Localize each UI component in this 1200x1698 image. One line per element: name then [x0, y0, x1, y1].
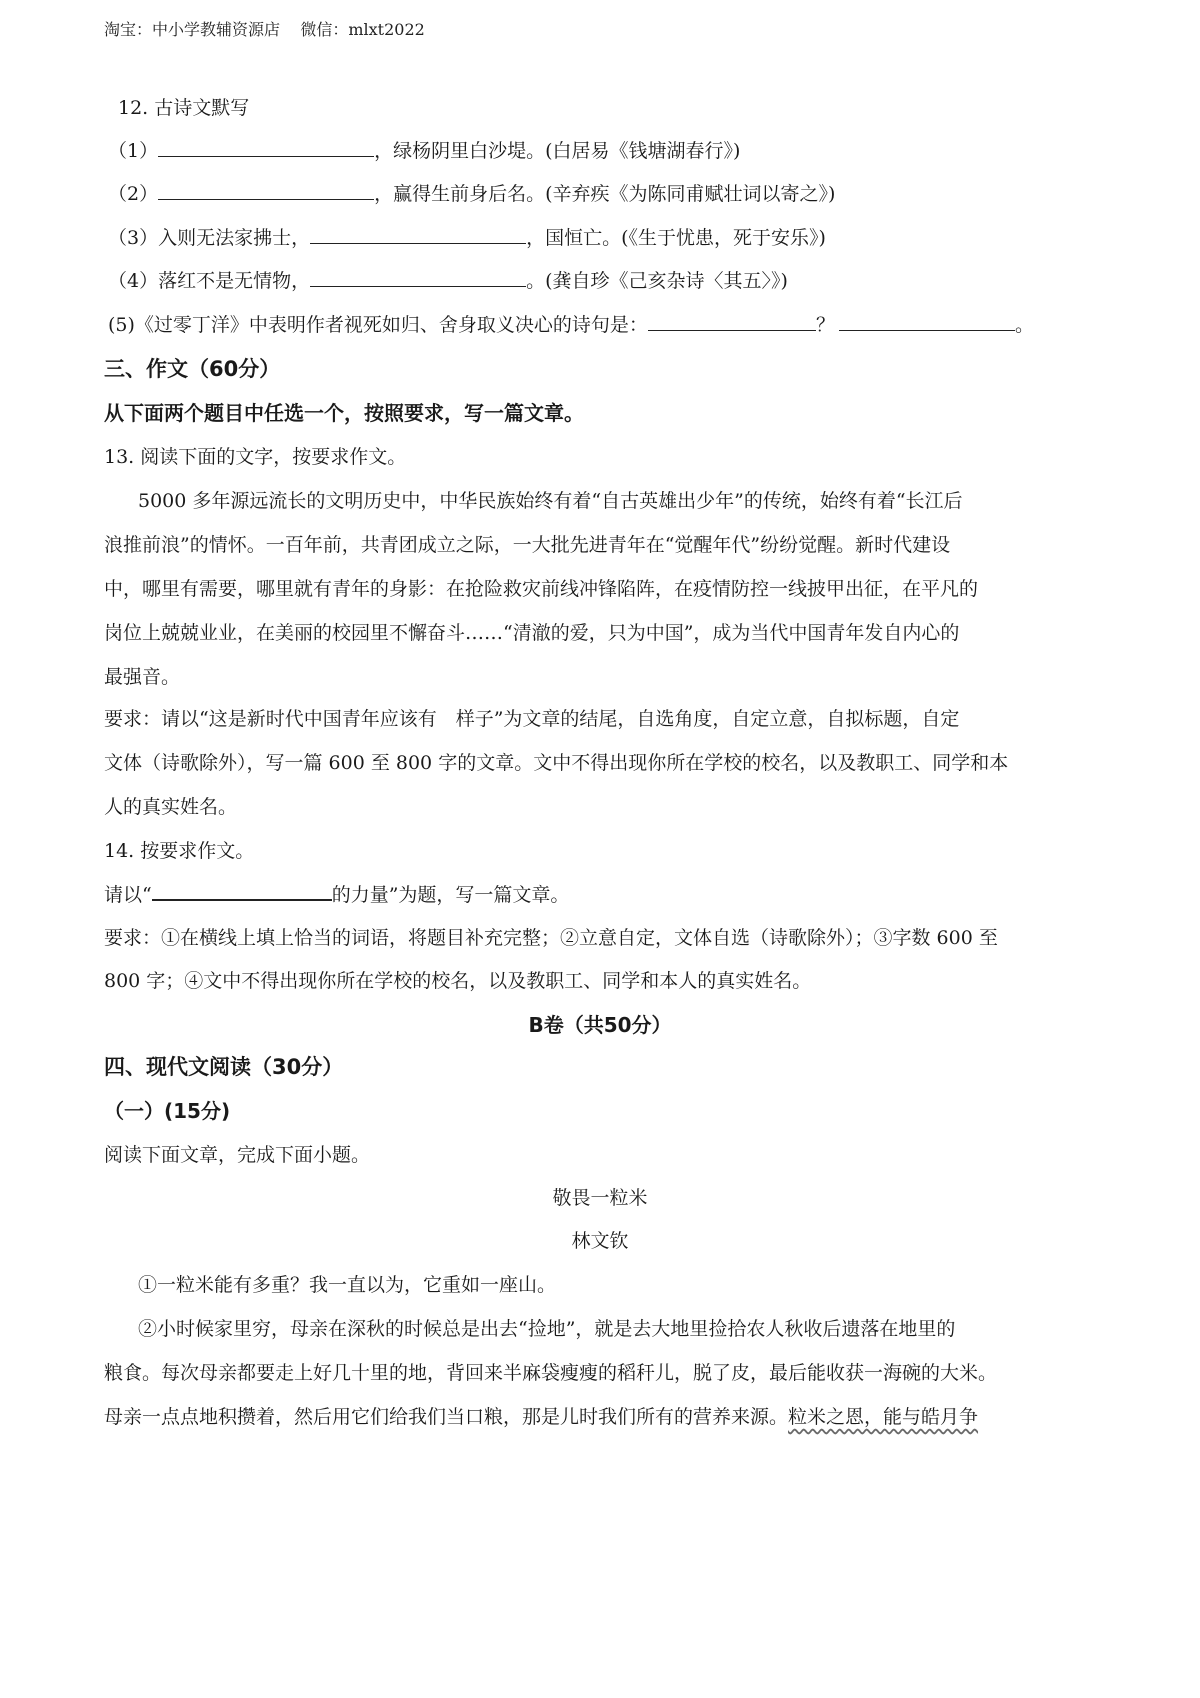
title-fill-blank[interactable] [152, 881, 332, 901]
section-3-instruction: 从下面两个题目中任选一个，按照要求，写一篇文章。 [104, 401, 584, 425]
fill-blank[interactable] [648, 312, 816, 331]
page-header [104, 17, 425, 43]
q13-para-line-4: 岗位上兢兢业业，在美丽的校园里不懈奋斗……“清澈的爱，只为中国”，成为当代中国青年发自内心的 [104, 622, 960, 644]
article-para-1: ①一粒米能有多重？我一直以为，它重如一座山。 [138, 1274, 557, 1296]
q12-item-1-after: ，绿杨阴里白沙堤。(白居易《钱塘湖春行》) [374, 140, 741, 162]
q14-prompt-before: 请以“ [104, 884, 152, 906]
q14-title: 14. 按要求作文。 [104, 840, 255, 862]
q12-item-2-after: ，赢得生前身后名。(辛弃疾《为陈同甫赋壮词以寄之》) [374, 183, 836, 205]
article-para-2-line-1: ②小时候家里穷，母亲在深秋的时候总是出去“捡地”，就是去大地里捡拾农人秋收后遗落在地里的 [138, 1318, 956, 1340]
q12-item-3-no: （3） [108, 227, 159, 249]
section-4-sub: （一）(15分) [104, 1099, 231, 1123]
q14-prompt [104, 881, 569, 908]
q13-req-line-2: 文体（诗歌除外），写一篇 600 至 800 字的文章。文中不得出现你所在学校的校名，以及教职工、同学和本 [104, 752, 1009, 774]
q12-title: 12. 古诗文默写 [118, 97, 250, 119]
section-4-instruction: 阅读下面文章，完成下面小题。 [104, 1144, 371, 1166]
article-para-2-line-3 [104, 1404, 978, 1430]
article-author: 林文钦 [571, 1230, 629, 1252]
q12-item-5-mid: ？ [815, 314, 835, 336]
q12-item-1-no: （1） [108, 140, 159, 162]
section-3-title: 三、作文（60分） [104, 357, 281, 381]
q12-item-3-before: 入则无法家拂士， [158, 227, 311, 249]
q12-item-5-after: 。 [1014, 314, 1034, 336]
q12-item-5-before: 《过零丁洋》中表明作者视死如归、舍身取义决心的诗句是： [134, 314, 648, 336]
article-title: 敬畏一粒米 [552, 1187, 648, 1209]
q13-para-line-5: 最强音。 [104, 666, 181, 688]
q12-item-1 [108, 138, 740, 164]
q14-prompt-after: 的力量”为题，写一篇文章。 [331, 884, 570, 906]
fill-blank[interactable] [158, 138, 374, 157]
fill-blank[interactable] [158, 181, 374, 200]
article-para-2-line-2: 粮食。每次母亲都要走上好几十里的地，背回来半麻袋瘦瘦的稻秆儿，脱了皮，最后能收获一海碗的大米。 [104, 1362, 998, 1384]
q13-para-line-3: 中，哪里有需要，哪里就有青年的身影：在抢险救灾前线冲锋陷阵，在疫情防控一线披甲出征，在平凡的 [104, 578, 979, 600]
q14-req-line-1: 要求：①在横线上填上恰当的词语，将题目补充完整；②立意自定，文体自选（诗歌除外）；③字数 600 至 [104, 927, 998, 949]
q12-item-2-no: （2） [108, 183, 159, 205]
q12-item-2 [108, 181, 835, 207]
q12-item-3 [108, 225, 826, 251]
article-para-2-line-3-text: 母亲一点点地积攒着，然后用它们给我们当口粮，那是儿时我们所有的营养来源。 [104, 1406, 789, 1428]
q13-req-line-3: 人的真实姓名。 [104, 796, 238, 818]
part-b-title: B卷（共50分） [528, 1013, 672, 1037]
header-wechat: 微信：mlxt2022 [300, 20, 425, 39]
q12-item-4-no: （4） [108, 270, 159, 292]
q12-item-5-no: (5) [108, 314, 135, 336]
fill-blank[interactable] [839, 312, 1015, 331]
q13-para-line-2: 浪推前浪”的情怀。一百年前，共青团成立之际，一大批先进青年在“觉醒年代”纷纷觉醒。新时代建设 [104, 534, 951, 556]
q12-item-3-after: ，国恒亡。(《生于忧患，死于安乐》) [526, 227, 826, 249]
fill-blank[interactable] [310, 268, 526, 287]
section-4-title: 四、现代文阅读（30分） [104, 1055, 344, 1079]
q13-para-line-1: 5000 多年源远流长的文明历史中，中华民族始终有着“自古英雄出少年”的传统，始终有着“长江后 [138, 490, 963, 512]
header-shop: 淘宝：中小学教辅资源店 [104, 20, 281, 39]
fill-blank[interactable] [310, 225, 526, 244]
q12-item-4 [108, 268, 788, 294]
wavy-underlined-phrase: 粒米之恩，能与皓月争 [788, 1406, 979, 1428]
q12-item-5 [108, 312, 1034, 338]
q12-item-4-before: 落红不是无情物， [158, 270, 311, 292]
q13-req-line-1: 要求：请以“这是新时代中国青年应该有 样子”为文章的结尾，自选角度，自定立意，自拟标题，自定 [104, 708, 960, 730]
q12-item-4-after: 。(龚自珍《己亥杂诗〈其五〉》) [526, 270, 788, 292]
q14-req-line-2: 800 字；④文中不得出现你所在学校的校名，以及教职工、同学和本人的真实姓名。 [104, 970, 812, 992]
q13-title: 13. 阅读下面的文字，按要求作文。 [104, 446, 407, 468]
